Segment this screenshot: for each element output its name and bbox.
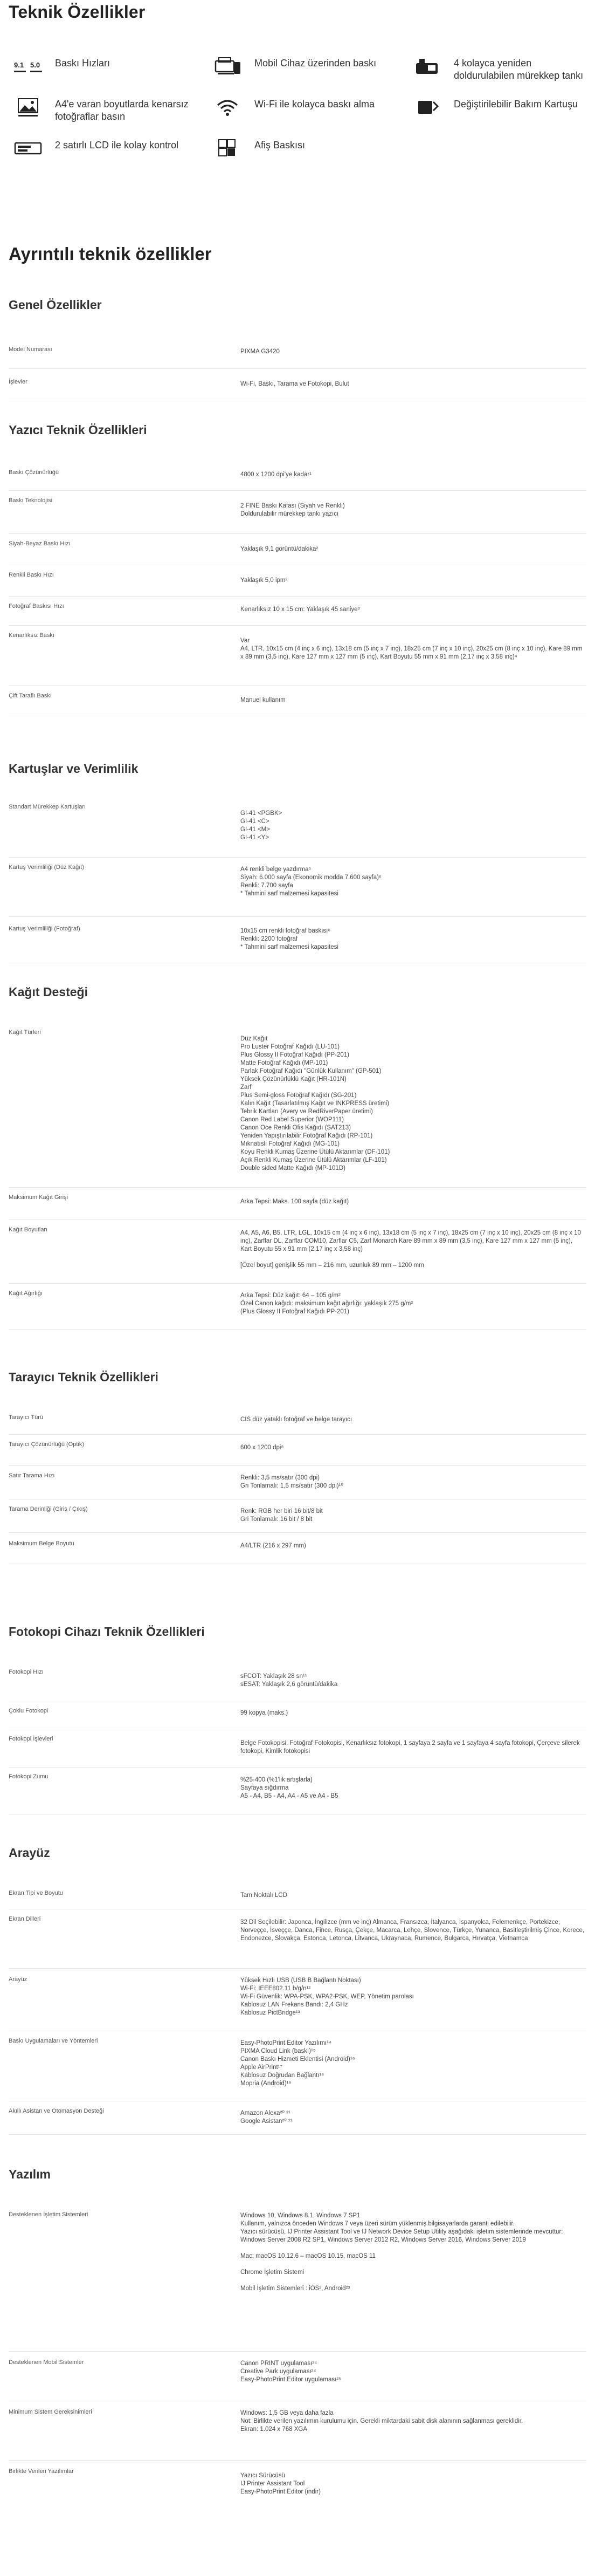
- spec-label: Arayüz: [9, 1976, 27, 1983]
- borderless-photo-icon: [9, 95, 47, 120]
- spec-label: Kağıt Türleri: [9, 1029, 41, 1036]
- spec-value: Windows 10, Windows 8.1, Windows 7 SP1 Kullanım, yalnızca önceden Windows 7 veya üzeri sürüm yüklenmiş bilgisayarlarda garanti edilebilir. Yazıcı sürücüsü, IJ Printer Assistant Tool ve IJ Network Device Setup Utility aşağıdaki işletim sistemlerinde mevcuttur: Windows Server 2008 R2 SP1, Windows Server 2012 R2, Windows Server 2016, Windows Server 2019 Mac: macOS 10.12.6 – macOS 10.15, macOS 11 Chrome İşletim Sistemi Mobil İşletim Sistemleri : iOS², Android²³: [240, 2212, 563, 2292]
- spec-value: Renk: RGB her biri 16 bit/8 bit Gri Tonlamalı: 16 bit / 8 bit: [240, 1508, 323, 1523]
- spec-row: [9, 1968, 586, 2031]
- spec-row: [9, 1702, 586, 1730]
- feature-ink-tanks: [407, 54, 591, 82]
- spec-label: Baskı Teknolojisi: [9, 497, 53, 504]
- spec-row: [9, 565, 586, 597]
- spec-value: Yaklaşık 9,1 görüntü/dakika²: [240, 546, 319, 552]
- spec-label: Model Numarası: [9, 346, 52, 353]
- spec-row: [9, 1499, 586, 1533]
- spec-label: Standart Mürekkep Kartuşları: [9, 804, 86, 810]
- spec-label: Tarama Derinliği (Giriş / Çıkış): [9, 1506, 88, 1512]
- spec-row: [9, 2101, 586, 2135]
- spec-label: Kenarlıksız Baskı: [9, 632, 54, 639]
- spec-value: Yüksek Hızlı USB (USB B Bağlantı Noktası) Wi-Fi: IEEE802.11 b/g/n¹² Wi-Fi Güvenlik: WPA-PSK, WPA2-PSK, WEP, Yönetim parolası Kablosuz LAN Frekans Bandı: 2,4 GHz Kablosuz PictBridge¹³: [240, 1977, 414, 2016]
- spec-label: Tarayıcı Çözünürlüğü (Optik): [9, 1441, 84, 1448]
- feature-print-speed: [9, 54, 192, 79]
- spec-value: A4 renkli belge yazdırma⁵ Siyah: 6.000 sayfa (Ekonomik modda 7.600 sayfa)⁶ Renkli: 7.700 sayfa * Tahmini sarf malzemesi kapasitesi: [240, 866, 382, 897]
- feature-label: Mobil Cihaz üzerinden baskı: [254, 58, 377, 68]
- spec-label: Fotokopi İşlevleri: [9, 1736, 53, 1742]
- section-printer: [9, 423, 586, 703]
- spec-value: CIS düz yataklı fotoğraf ve belge tarayıcı: [240, 1416, 352, 1423]
- spec-value: Arka Tepsi: Maks. 100 sayfa (düz kağıt): [240, 1198, 349, 1205]
- feature-label: A4'e varan boyutlarda kenarsız fotoğraflar basın: [55, 99, 189, 122]
- spec-row: [9, 1465, 586, 1499]
- spec-row: [9, 857, 586, 917]
- section-scanner: [9, 1370, 586, 1549]
- spec-label: Desteklenen Mobil Sistemler: [9, 2359, 84, 2366]
- spec-row: [9, 490, 586, 534]
- spec-value: Arka Tepsi: Düz kağıt: 64 – 105 g/m² Özel Canon kağıdı: maksimum kağıt ağırlığı: yaklaşık 275 g/m² (Plus Glossy II Fotoğraf Kağıdı PP-201): [240, 1292, 413, 1315]
- spec-row: [9, 1767, 586, 1814]
- spec-value: Manuel kullanım: [240, 697, 286, 703]
- spec-label: Baskı Çözünürlüğü: [9, 469, 59, 476]
- spec-value: 10x15 cm renkli fotoğraf baskısı⁶ Renkli: 2200 fotoğraf * Tahmini sarf malzemesi kapasitesi: [240, 928, 338, 950]
- spec-label: Fotokopi Zumu: [9, 1773, 49, 1780]
- section-title: Arayüz: [9, 1846, 50, 1860]
- speed-icon: [9, 54, 47, 79]
- section-copier: [9, 1625, 586, 1799]
- spec-value: Wi-Fi, Baskı, Tarama ve Fotokopi, Bulut: [240, 381, 349, 387]
- feature-label: Wi-Fi ile kolayca baskı alma: [254, 99, 375, 109]
- maintenance-cartridge-icon: [407, 95, 446, 120]
- lcd-icon: [9, 136, 47, 161]
- spec-row: [9, 1532, 586, 1564]
- spec-row: [9, 686, 586, 716]
- spec-label: Kağıt Ağırlığı: [9, 1290, 43, 1297]
- section-cartridges: [9, 762, 586, 950]
- spec-label: Desteklenen İşletim Sistemleri: [9, 2211, 88, 2218]
- spec-label: Siyah-Beyaz Baskı Hızı: [9, 540, 71, 547]
- page-title: Teknik Özellikler: [9, 2, 146, 22]
- feature-borderless: [9, 95, 192, 123]
- spec-row: [9, 798, 586, 858]
- spec-label: Kağıt Boyutları: [9, 1227, 48, 1233]
- spec-value: Var A4, LTR, 10x15 cm (4 inç x 6 inç), 13x18 cm (5 inç x 7 inç), 18x25 cm (7 inç x 10 inç), 20x25 cm (8 inç x 10 inç), Kare 89 mm x 89 mm (3,5 inç), Kare 127 mm x 127 mm (5 inç), Kart Boyutu 55 mm x 91 mm (2,17 inç x 3,58 inç)⁴: [240, 638, 583, 660]
- feature-maintenance-cartridge: [407, 95, 591, 120]
- spec-row: [9, 1663, 586, 1702]
- spec-label: Kartuş Verimliliği (Fotoğraf): [9, 926, 80, 932]
- spec-row: [9, 1022, 586, 1188]
- spec-row: [9, 1434, 586, 1466]
- section-software: [9, 2167, 586, 2495]
- spec-value: 600 x 1200 dpi⁸: [240, 1444, 284, 1451]
- spec-value: 2 FINE Baskı Kafası (Siyah ve Renkli) Doldurulabilir mürekkep tankı yazıcı: [240, 503, 345, 517]
- spec-row: [9, 459, 586, 491]
- detailed-specs-title: Ayrıntılı teknik özellikler: [9, 244, 212, 264]
- spec-row: [9, 368, 586, 401]
- spec-value: Tam Noktalı LCD: [240, 1892, 287, 1899]
- spec-row: [9, 2460, 586, 2504]
- spec-row: [9, 1730, 586, 1768]
- spec-value: A4, A5, A6, B5, LTR, LGL, 10x15 cm (4 inç x 6 inç), 13x18 cm (5 inç x 7 inç), 18x25 cm (7 inç x 10 inç), 20x25 cm (8 inç x 10 inç), Zarflar DL, Zarflar COM10, Zarflar C5, Zarf Monarch Kare 89 mm x 89 mm (3,5 inç), Kare 127 mm x 127 mm (5 inç), Kart Boyutu 55 x 91 mm (2,17 inç x 3,58 inç) [Özel boyut] genişlik 55 mm – 216 mm, uzunluk 89 mm – 1200 mm: [240, 1230, 581, 1269]
- spec-value: Renkli: 3,5 ms/satır (300 dpi) Gri Tonlamalı: 1,5 ms/satır (300 dpi)¹⁰: [240, 1475, 344, 1489]
- section-title: Genel Özellikler: [9, 298, 102, 312]
- spec-value: %25-400 (%1'lik artışlarla) Sayfaya sığdırma A5 - A4, B5 - A4, A4 - A5 ve A4 - B5: [240, 1777, 338, 1799]
- section-title: Tarayıcı Teknik Özellikleri: [9, 1370, 158, 1384]
- ink-bottle-icon: [407, 54, 446, 79]
- spec-value: PIXMA G3420: [240, 348, 280, 355]
- spec-value: A4/LTR (216 x 297 mm): [240, 1543, 306, 1549]
- speed-icon-text-b: 5.0: [30, 61, 40, 69]
- spec-label: Minimum Sistem Gereksinimleri: [9, 2409, 92, 2415]
- spec-row: [9, 1909, 586, 1969]
- spec-value: Windows: 1,5 GB veya daha fazla Not: Birlikte verilen yazılımın kurulumu için. Gerekli miktardaki sabit disk alanının sağlanması gereklidir. Ekran: 1.024 x 768 XGA: [240, 2410, 523, 2433]
- spec-row: [9, 596, 586, 626]
- spec-value: Yazıcı Sürücüsü IJ Printer Assistant Tool Easy-PhotoPrint Editor (indir): [240, 2472, 321, 2495]
- spec-row: [9, 2401, 586, 2461]
- spec-value: Canon PRINT uygulaması²⁴ Creative Park uygulaması²⁴ Easy-PhotoPrint Editor uygulaması²⁵: [240, 2360, 341, 2383]
- feature-label: 2 satırlı LCD ile kolay kontrol: [55, 140, 179, 150]
- spec-row: [9, 1882, 586, 1909]
- spec-label: Fotoğraf Baskısı Hızı: [9, 603, 64, 609]
- poster-icon: [208, 136, 247, 161]
- spec-value: GI-41 <PGBK> GI-41 <C> GI-41 <M> GI-41 <Y>: [240, 810, 282, 841]
- spec-label: Kartuş Verimliliği (Düz Kağıt): [9, 864, 84, 871]
- spec-label: Tarayıcı Türü: [9, 1414, 43, 1421]
- spec-label: Çoklu Fotokopi: [9, 1708, 49, 1714]
- spec-label: Fotokopi Hızı: [9, 1669, 44, 1675]
- section-title: Fotokopi Cihazı Teknik Özellikleri: [9, 1625, 205, 1639]
- section-paper: [9, 985, 586, 1315]
- section-title: Kağıt Desteği: [9, 985, 88, 999]
- spec-label: Baskı Uygulamaları ve Yöntemleri: [9, 2038, 98, 2044]
- spec-value: Düz Kağıt Pro Luster Fotoğraf Kağıdı (LU-101) Plus Glossy II Fotoğraf Kağıdı (PP-201) Matte Fotoğraf Kağıdı (MP-101) Parlak Fotoğraf Kağıdı "Günlük Kullanım" (GP-501) Yüksek Çözünürlüklü Kağıt (HR-101N) Zarf Plus Semi-gloss Fotoğraf Kağıdı (SG-201) Kalın Kağıt (Tasarlatılmış Kağıt ve INKPRESS üretimi) Tebrik Kartları (Avery ve RedRiverPaper üretimi) Canon Red Label Superior (WOP111) Canon Oce Renkli Ofis Kağıdı (SAT213) Yeniden Yapıştırılabilir Fotoğraf Kağıdı (RP-101) Mıknatıslı Fotoğraf Kağıdı (MG-101) Koyu Renkli Kumaş Üzerine Ütülü Aktarımlar (DF-101) Açık Renkli Kumaş Üzerine Ütülü Aktarımlar (LF-101) Double sided Matte Kağıdı (MP-101D): [240, 1036, 390, 1171]
- spec-row: [9, 1220, 586, 1284]
- section-general: [9, 298, 586, 387]
- spec-value: 99 kopya (maks.): [240, 1710, 288, 1716]
- section-title: Yazılım: [9, 2167, 51, 2181]
- wifi-icon: [208, 95, 247, 120]
- feature-mobile-print: [208, 54, 391, 79]
- feature-wifi: [208, 95, 391, 120]
- spec-value: 32 Dil Seçilebilir: Japonca, İngilizce (mm ve inç) Almanca, Fransızca, İtalyanca, İspanyolca, Felemenkçe, Portekizce, Norveççe, İsveççe, Danca, Fince, Rusça, Çekçe, Macarca, Lehçe, Slovence, Türkçe, Yunanca, Basitleştirilmiş Çince, Korece, Endonezce, Slovakça, Estonca, Letonca, Litvanca, Ukraynaca, Rumence, Bulgarca, Hırvatça, Vietnamca: [240, 1919, 585, 1942]
- spec-value: Kenarlıksız 10 x 15 cm: Yaklaşık 45 saniye³: [240, 606, 360, 613]
- section-title: Yazıcı Teknik Özellikleri: [9, 423, 147, 437]
- spec-value: Easy-PhotoPrint Editor Yazılımı¹⁴ PIXMA Cloud Link (baskı)¹⁵ Canon Baskı Hizmeti Eklentisi (Android)¹⁶ Apple AirPrint¹⁷ Kablosuz Doğrudan Bağlantı¹⁸ Mopria (Android)¹⁹: [240, 2040, 355, 2087]
- spec-label: Ekran Tipi ve Boyutu: [9, 1890, 63, 1896]
- feature-label: Değiştirilebilir Bakım Kartuşu: [454, 99, 578, 109]
- spec-row: [9, 2204, 586, 2352]
- spec-row: [9, 2031, 586, 2101]
- spec-label: Birlikte Verilen Yazılımlar: [9, 2468, 74, 2475]
- feature-poster: [208, 136, 391, 161]
- spec-row: [9, 1406, 586, 1435]
- spec-label: Renkli Baskı Hızı: [9, 572, 54, 578]
- section-interface: [9, 1846, 586, 2125]
- spec-row: [9, 916, 586, 963]
- spec-row: [9, 1283, 586, 1330]
- spec-row: [9, 625, 586, 686]
- spec-label: Maksimum Kağıt Girişi: [9, 1194, 68, 1201]
- feature-label: Afiş Baskısı: [254, 140, 306, 150]
- spec-label: Satır Tarama Hızı: [9, 1472, 55, 1479]
- section-title: Kartuşlar ve Verimlilik: [9, 762, 139, 776]
- spec-row: [9, 533, 586, 565]
- spec-label: Çift Taraflı Baskı: [9, 693, 52, 699]
- spec-row: [9, 1187, 586, 1220]
- spec-value: Yaklaşık 5,0 ipm²: [240, 577, 288, 584]
- spec-label: Maksimum Belge Boyutu: [9, 1540, 74, 1547]
- spec-row: [9, 336, 586, 369]
- spec-value: 4800 x 1200 dpi'ye kadar¹: [240, 471, 312, 478]
- feature-label: 4 kolayca yeniden doldurulabilen mürekkep tankı: [454, 58, 584, 81]
- spec-row: [9, 2351, 586, 2401]
- feature-lcd: [9, 136, 192, 161]
- mobile-print-icon: [208, 54, 247, 79]
- spec-value: Belge Fotokopisi, Fotoğraf Fotokopisi, Kenarlıksız fotokopi, 1 sayfaya 2 sayfa ve 1 sayfaya 4 sayfa fotokopi, Çerçeve silerek fotokopi, Kimlik fotokopisi: [240, 1740, 580, 1755]
- spec-value: sFCOT: Yaklaşık 28 sn¹¹ sESAT: Yaklaşık 2,6 görüntü/dakika: [240, 1673, 338, 1688]
- spec-label: Ekran Dilleri: [9, 1916, 41, 1922]
- spec-label: İşlevler: [9, 379, 27, 385]
- spec-label: Akıllı Asistan ve Otomasyon Desteği: [9, 2108, 104, 2114]
- feature-label: Baskı Hızları: [55, 58, 110, 68]
- speed-icon-text-a: 9.1: [14, 61, 24, 69]
- spec-value: Amazon Alexa²⁰ ²¹ Google Asistan²⁰ ²¹: [240, 2110, 293, 2125]
